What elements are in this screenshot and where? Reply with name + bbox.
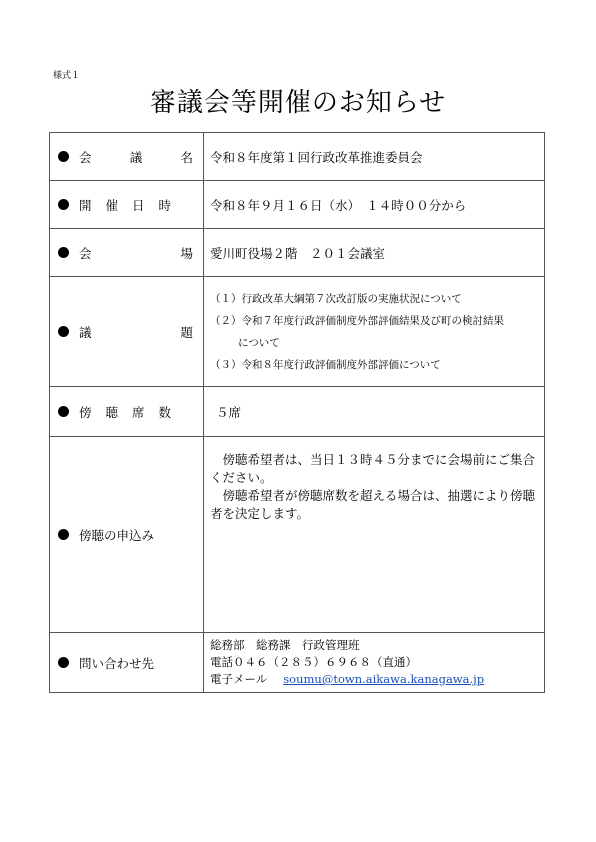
row-meeting-name xyxy=(50,133,545,181)
row-application xyxy=(50,437,545,633)
label-char: 聴 xyxy=(105,404,118,420)
label-char: 席 xyxy=(131,404,145,420)
label-char: 時 xyxy=(158,197,171,213)
page-title: 審議会等開催のお知らせ xyxy=(149,88,447,118)
bullet-icon xyxy=(58,247,69,258)
agenda-item: （３）令和８年度行政評価制度外部評価について xyxy=(210,358,441,371)
label-contact: 問い合わせ先 xyxy=(79,655,155,671)
label-char: 場 xyxy=(180,245,193,261)
value-application xyxy=(204,437,545,633)
value-venue: 愛川町役場２階 ２０１会議室 xyxy=(204,229,545,277)
bullet-icon xyxy=(58,151,69,162)
row-agenda xyxy=(50,277,545,387)
value-agenda xyxy=(204,277,545,387)
label-datetime xyxy=(79,196,193,214)
value-datetime: 令和８年９月１６日（水） １４時００分から xyxy=(204,181,545,229)
agenda-item: （１）行政改革大綱第７次改訂版の実施状況について xyxy=(210,292,462,305)
label-char: 議 xyxy=(79,324,92,340)
agenda-item-continued: について xyxy=(238,336,280,349)
value-meeting-name: 令和８年度第１回行政改革推進委員会 xyxy=(204,133,545,181)
label-char: 会 xyxy=(79,149,92,165)
row-contact xyxy=(50,633,545,693)
label-application: 傍聴の申込み xyxy=(79,527,155,543)
row-venue xyxy=(50,229,545,277)
agenda-item: （２）令和７年度行政評価制度外部評価結果及び町の検討結果 xyxy=(210,314,504,327)
contact-email-link[interactable]: soumu@town.aikawa.kanagawa.jp xyxy=(283,672,485,686)
label-agenda xyxy=(79,323,193,341)
label-char: 会 xyxy=(79,245,92,261)
application-paragraph: 傍聴希望者が傍聴席数を超える場合は、抽選により傍聴者を決定します。 xyxy=(210,488,536,521)
row-seats xyxy=(50,387,545,437)
contact-phone: 電話０４６（２８５）６９６８（直通） xyxy=(210,655,417,669)
label-char: 傍 xyxy=(79,404,92,420)
application-paragraph: 傍聴希望者は、当日１３時４５分までに会場前にご集合ください。 xyxy=(210,452,536,485)
label-char: 日 xyxy=(131,197,145,213)
label-char: 数 xyxy=(158,404,171,420)
label-seats xyxy=(79,403,193,421)
label-venue xyxy=(79,244,193,262)
bullet-icon xyxy=(58,326,69,337)
label-char: 開 xyxy=(79,197,92,213)
label-meeting-name xyxy=(79,148,193,166)
form-number: 様式１ xyxy=(53,71,81,81)
bullet-icon xyxy=(58,199,69,210)
label-char: 催 xyxy=(105,197,118,213)
value-contact xyxy=(204,633,545,693)
bullet-icon xyxy=(58,406,69,417)
contact-email-line xyxy=(210,671,538,688)
label-char: 名 xyxy=(180,149,193,165)
contact-email-label: 電子メール xyxy=(210,672,268,686)
row-datetime xyxy=(50,181,545,229)
notice-table xyxy=(49,132,545,693)
label-char: 題 xyxy=(180,324,193,340)
contact-dept: 総務部 総務課 行政管理班 xyxy=(210,638,360,652)
label-char: 議 xyxy=(129,149,143,165)
bullet-icon xyxy=(58,657,69,668)
bullet-icon xyxy=(58,529,69,540)
value-seats: ５席 xyxy=(204,387,545,437)
